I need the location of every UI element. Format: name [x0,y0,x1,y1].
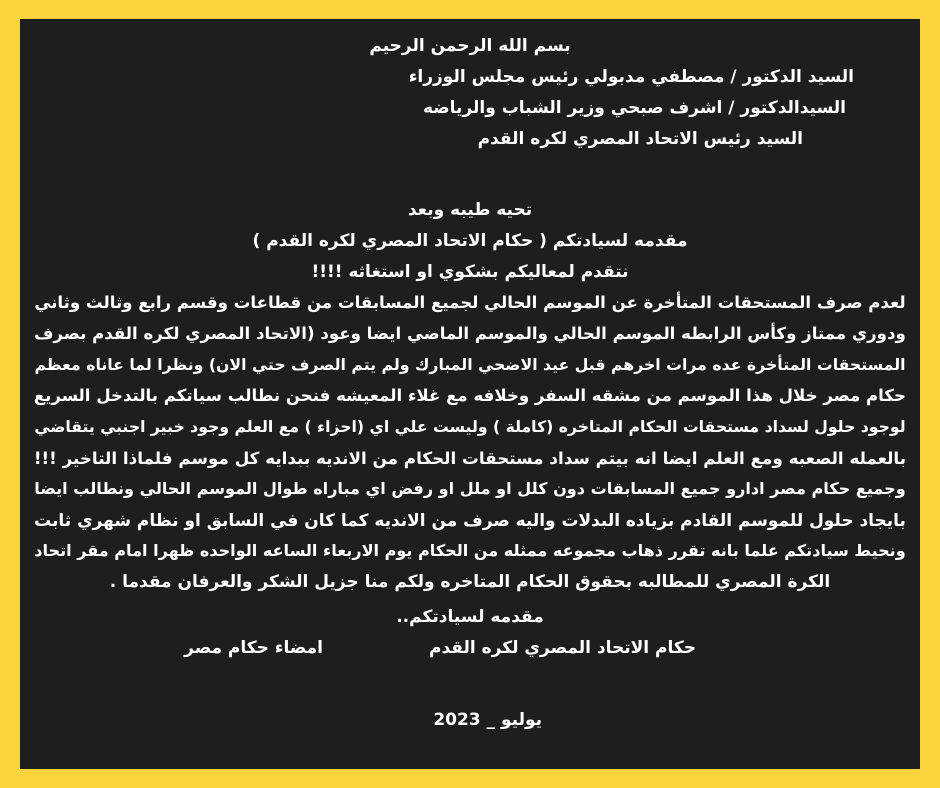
body-line: لوجود حلول لسداد مستحقات الحكام المتاخره (كاملة ) وليست علي اي (احزاء ) مع العلم وجود خبير اجنبي يتقاضي [34,417,906,436]
addressee-sports-minister: السيدالدكتور / اشرف صبحي وزير الشباب والرياضه [422,98,846,118]
body-line: بالعمله الصعبه ومع العلم ايضا انه بيتم سداد مستحقات الحكام من الانديه ببدايه كل موسم فلماذا التاخير !!! [33,448,906,468]
body-line: المستحقات المتأخرة عده مرات اخرهم قبل عيد الاضحي المبارك ولم يتم الصرف حتي الان) ونظرا لما عاناه معظم [34,355,906,374]
body-line: ودوري ممتاز وكأس الرابطه الموسم الحالي والموسم الماضي ايضا وعود (الاتحاد المصري لكره القدم بصرف [34,324,906,343]
signature-referees: حكام الاتحاد المصري لكره القدم [428,638,696,658]
greeting: تحيه طيبه وبعد [407,200,533,220]
addressee-efa-president: السيد رئيس الاتحاد المصري لكره القدم [477,129,803,149]
addressee-prime-minister: السيد الدكتور / مصطفي مدبولي رئيس مجلس الوزراء [408,67,854,87]
body-line: بايجاد حلول للموسم القادم بزياده البدلات واليه صرف من الانديه كما كان في السابق او نظام شهري ثابت [34,510,906,530]
basmala: بسم الله الرحمن الرحيم [369,36,571,56]
letter-panel [20,19,920,769]
closing: مقدمه لسيادتكم.. [396,607,544,627]
submitted-by: مقدمه لسيادتكم ( حكام الاتحاد المصري لكره القدم ) [252,231,688,251]
body-line: حكام مصر خلال هذا الموسم من مشقه السفر وخلافه مع غلاء المعيشه فنحن نطالب سياتكم بالتدخل السريع [33,386,906,405]
body-line: لعدم صرف المستحقات المتأخرة عن الموسم الحالي لجميع المسابقات من قطاعات وقسم رابع وثالث وثاني [34,293,906,312]
complaint-intro: نتقدم لمعاليكم بشكوي او استغاثه !!!! [311,262,629,282]
body-line: ونحيط سيادتكم علما بانه تقرر ذهاب مجموعه ممثله من الحكام يوم الاربعاء الساعه الواحده ظهرا امام مقر اتحاد [34,541,906,560]
body-line: الكرة المصري للمطالبه بحقوق الحكام المتاخره ولكم منا جزيل الشكر والعرفان مقدما . [109,572,831,592]
body-line: وجميع حكام مصر ادارو جميع المسابقات دون كلل او ملل او رفض اي مباراه طوال الموسم الحالي ونطالب ايضا [34,479,906,498]
letter-date: يوليو _ 2023 [433,710,542,730]
signature-sign: امضاء حكام مصر [184,638,323,658]
